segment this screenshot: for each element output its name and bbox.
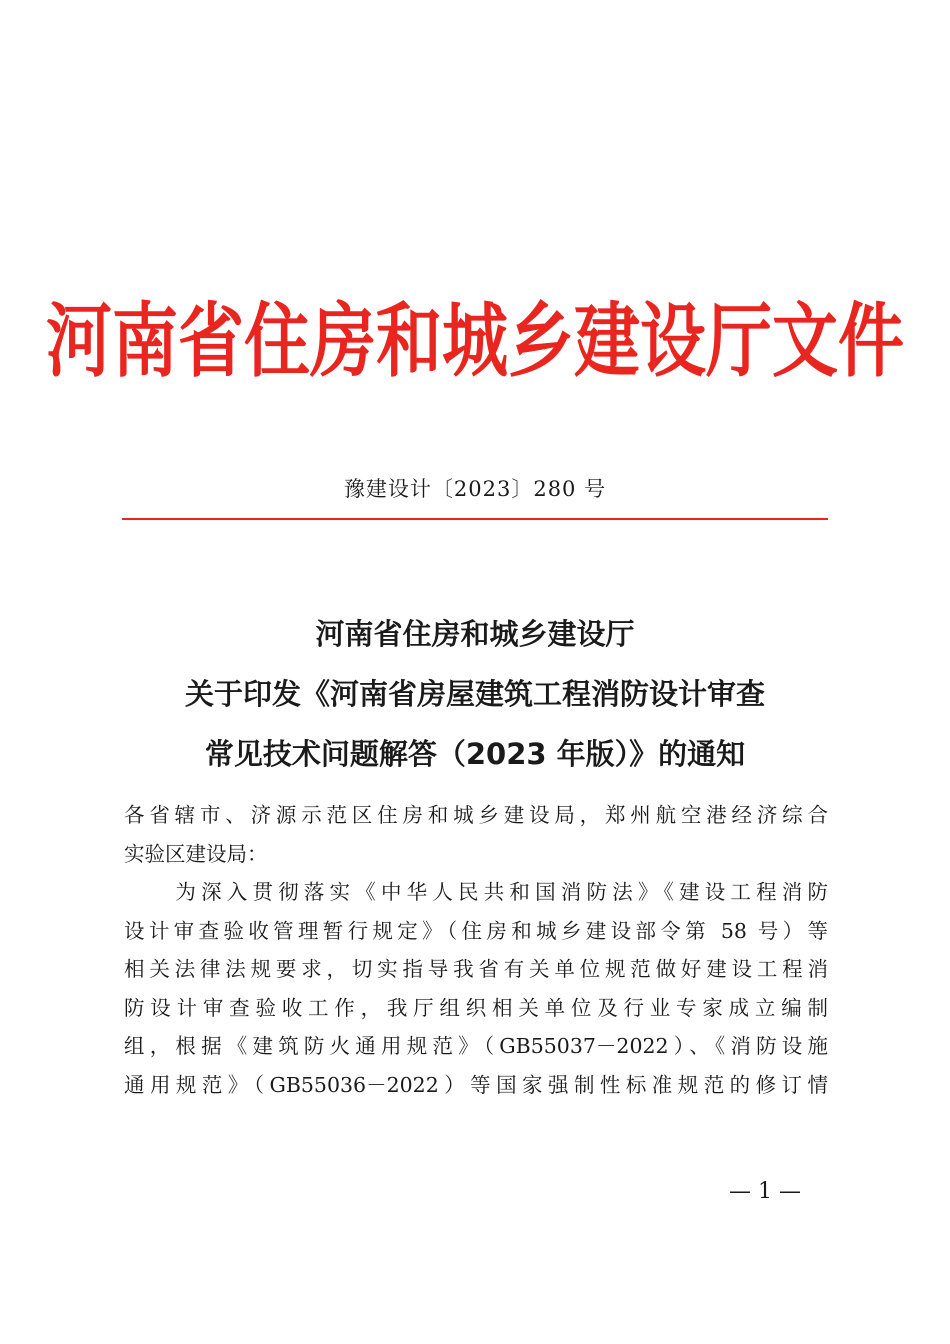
notice-title-line: 常见技术问题解答（2023 年版）》的通知 [204,737,746,771]
body-line: 相关法律法规要求，切实指导我省有关单位规范做好建设工程消 [124,957,828,981]
red-divider-line [122,518,828,520]
body-line: 设计审查验收管理暂行规定》（住房和城乡建设部令第 58 号）等 [124,918,828,943]
notice-body [124,796,828,1104]
notice-title-line: 关于印发《河南省房屋建筑工程消防设计审查 [184,677,765,711]
notice-title [100,604,850,784]
document-number: 豫建设计〔2023〕280 号 [343,477,607,501]
body-line: 通用规范》（GB55036－2022）等国家强制性标准规范的修订情 [124,1072,828,1097]
body-line: 各省辖市、济源示范区住房和城乡建设局，郑州航空港经济综合 [124,803,828,827]
notice-title-line: 河南省住房和城乡建设厅 [315,617,635,651]
body-line: 防设计审查验收工作，我厅组织相关单位及行业专家成立编制 [124,995,828,1020]
body-line: 为深入贯彻落实《中华人民共和国消防法》《建设工程消防 [124,880,828,904]
body-line: 实验区建设局： [124,841,268,866]
document-header-title: 河南省住房和城乡建设厅文件 [46,294,904,389]
page-number: — 1 — [729,1179,801,1204]
body-line: 组，根据《建筑防火通用规范》（GB55037－2022）、《消防设施 [124,1034,828,1058]
